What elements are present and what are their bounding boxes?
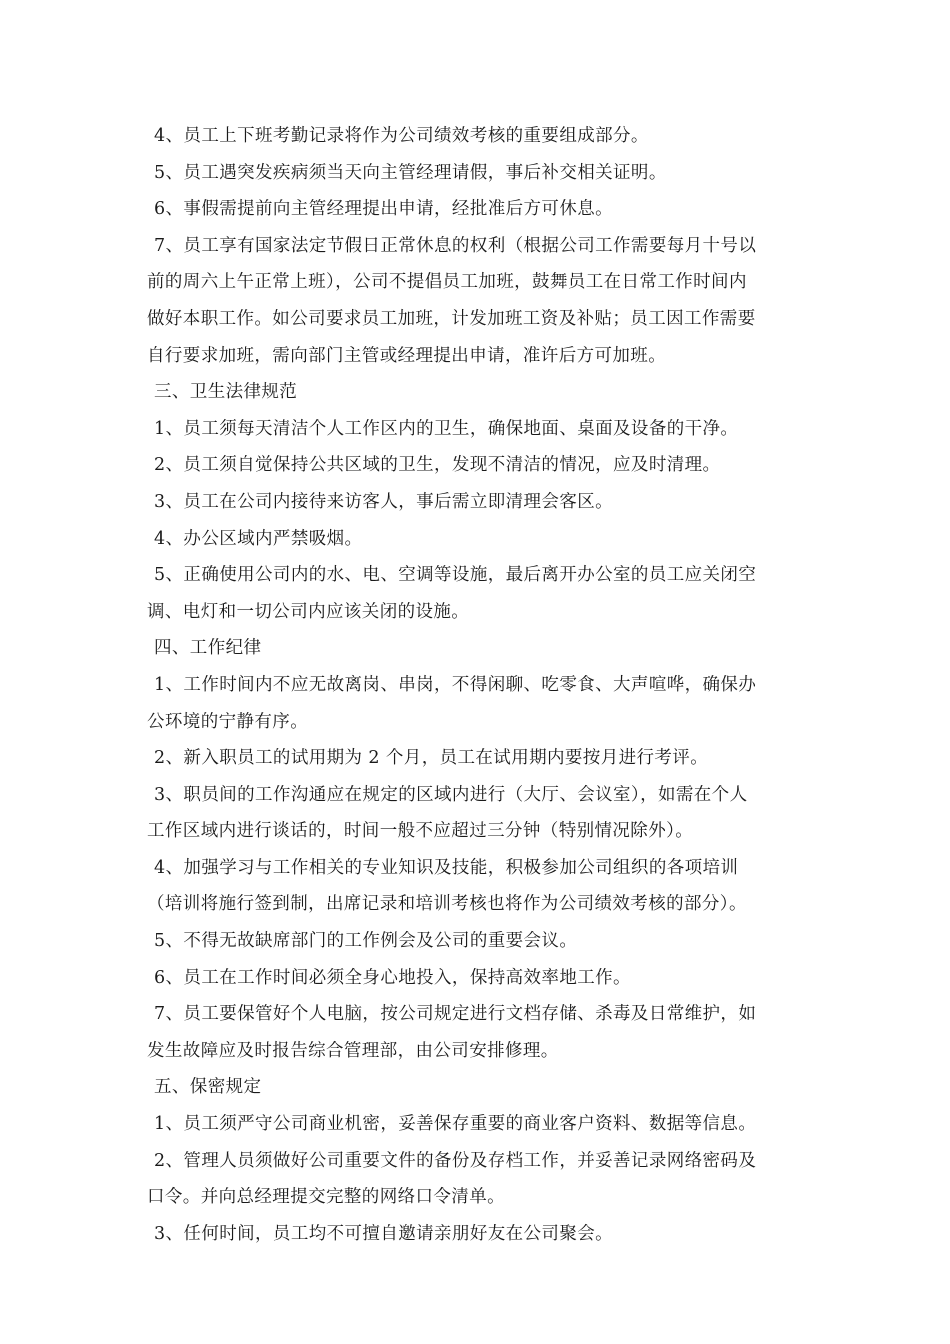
list-item-continuation: 前的周六上午正常上班），公司不提倡员工加班，鼓舞员工在日常工作时间内	[147, 272, 747, 293]
list-item: 4、办公区域内严禁吸烟。	[154, 528, 363, 549]
list-item: 1、员工须严守公司商业机密，妥善保存重要的商业客户资料、数据等信息。	[154, 1114, 757, 1135]
list-item: 4、员工上下班考勤记录将作为公司绩效考核的重要组成部分。	[154, 126, 649, 146]
list-item-continuation: 口令。并向总经理提交完整的网络口令清单。	[147, 1187, 505, 1208]
section-heading: 五、保密规定	[154, 1077, 262, 1098]
list-item: 2、管理人员须做好公司重要文件的备份及存档工作，并妥善记录网络密码及	[154, 1150, 757, 1171]
list-item: 1、工作时间内不应无故离岗、串岗，不得闲聊、吃零食、大声喧哗，确保办	[154, 674, 757, 695]
list-item: 7、员工要保管好个人电脑，按公司规定进行文档存储、杀毒及日常维护，如	[154, 1004, 757, 1025]
list-item: 6、员工在工作时间必须全身心地投入，保持高效率地工作。	[154, 967, 631, 988]
list-item: 3、职员间的工作沟通应在规定的区域内进行（大厅、会议室），如需在个人	[154, 784, 748, 805]
list-item: 3、任何时间，员工均不可擅自邀请亲朋好友在公司聚会。	[154, 1223, 614, 1244]
section-heading: 三、卫生法律规范	[154, 382, 298, 403]
list-item: 2、新入职员工的试用期为 2 个月，员工在试用期内要按月进行考评。	[154, 748, 709, 769]
document-body	[147, 118, 807, 1252]
list-item-continuation: 自行要求加班，需向部门主管或经理提出申请，准许后方可加班。	[147, 345, 667, 366]
section-heading: 四、工作纪律	[154, 638, 262, 659]
list-item: 7、员工享有国家法定节假日正常休息的权利（根据公司工作需要每月十号以	[154, 235, 757, 256]
list-item-continuation: 调、电灯和一切公司内应该关闭的设施。	[147, 601, 470, 622]
list-item: 6、事假需提前向主管经理提出申请，经批准后方可休息。	[154, 199, 614, 220]
list-item: 5、不得无故缺席部门的工作例会及公司的重要会议。	[154, 931, 578, 952]
list-item: 2、员工须自觉保持公共区域的卫生，发现不清洁的情况，应及时清理。	[154, 455, 721, 476]
list-item: 4、加强学习与工作相关的专业知识及技能，积极参加公司组织的各项培训	[154, 857, 739, 878]
list-item-continuation: 公环境的宁静有序。	[147, 711, 309, 732]
list-item: 5、正确使用公司内的水、电、空调等设施，最后离开办公室的员工应关闭空	[154, 565, 757, 586]
list-item-continuation: 发生故障应及时报告综合管理部，由公司安排修理。	[147, 1040, 559, 1061]
list-item: 1、员工须每天清洁个人工作区内的卫生，确保地面、桌面及设备的干净。	[154, 418, 739, 439]
list-item: 3、员工在公司内接待来访客人，事后需立即清理会客区。	[154, 491, 614, 512]
list-item-continuation: 工作区域内进行谈话的，时间一般不应超过三分钟（特别情况除外）。	[147, 821, 694, 842]
list-item-continuation: 做好本职工作。如公司要求员工加班，计发加班工资及补贴；员工因工作需要	[147, 308, 756, 329]
list-item: 5、员工遇突发疾病须当天向主管经理请假，事后补交相关证明。	[154, 162, 667, 183]
list-item-continuation: （培训将施行签到制，出席记录和培训考核也将作为公司绩效考核的部分）。	[147, 894, 747, 915]
